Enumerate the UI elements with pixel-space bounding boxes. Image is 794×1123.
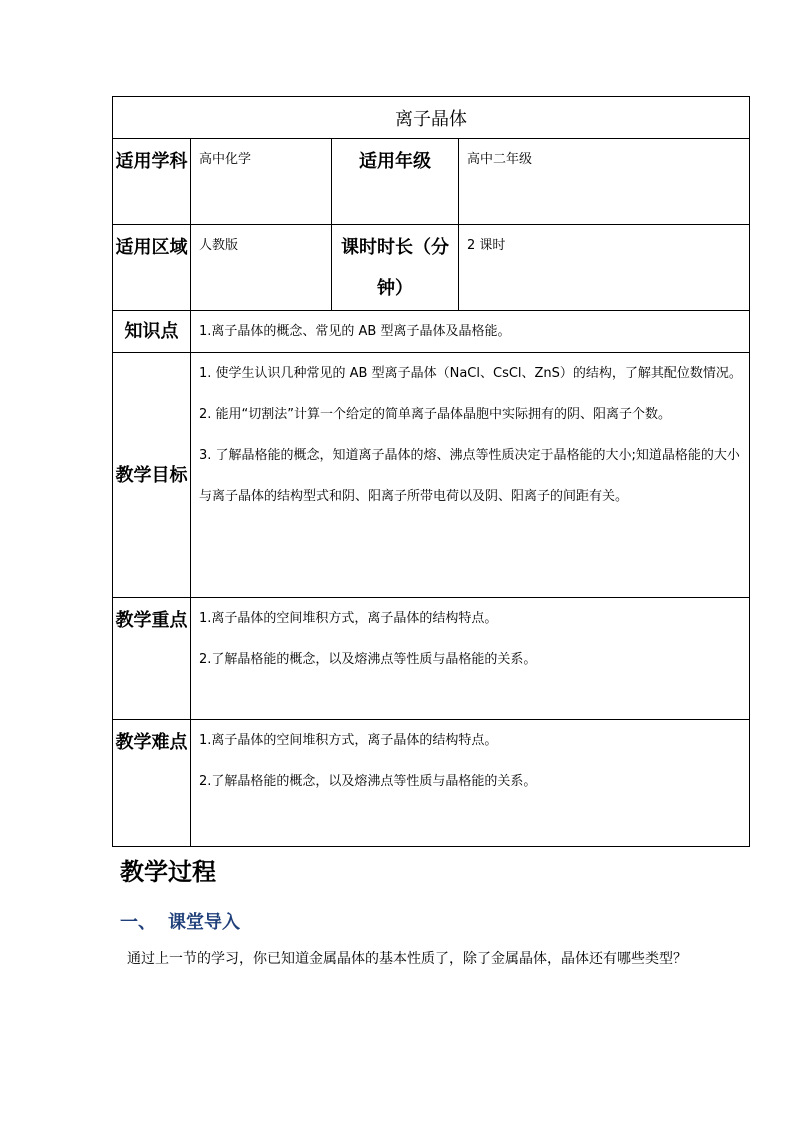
- key-points-label: 教学重点: [113, 598, 191, 720]
- key-point-item: 1.离子晶体的空间堆积方式，离子晶体的结构特点。: [199, 611, 498, 626]
- section-number: 一、: [120, 912, 156, 933]
- subject-label: 适用学科: [113, 139, 191, 225]
- region-value: 人教版: [191, 225, 332, 311]
- goals-label: 教学目标: [113, 353, 191, 598]
- region-label: 适用区域: [113, 225, 191, 311]
- key-points-content: [191, 598, 750, 720]
- difficulty-item: 2.了解晶格能的概念，以及熔沸点等性质与晶格能的关系。: [199, 774, 537, 789]
- key-point-item: 2.了解晶格能的概念，以及熔沸点等性质与晶格能的关系。: [199, 652, 537, 667]
- difficulties-content: [191, 720, 750, 847]
- lesson-info-table: [112, 96, 750, 847]
- goals-content: [191, 353, 750, 598]
- intro-paragraph: 通过上一节的学习，你已知道金属晶体的基本性质了，除了金属晶体，晶体还有哪些类型？: [127, 951, 687, 967]
- section-heading: [120, 908, 240, 934]
- process-heading: 教学过程: [120, 858, 216, 886]
- duration-label: 课时时长（分钟）: [332, 225, 459, 311]
- goal-item: 1. 使学生认识几种常见的 AB 型离子晶体（NaCl、CsCl、ZnS）的结构，了解其配位数情况。: [199, 366, 742, 381]
- lesson-title: 离子晶体: [113, 97, 750, 139]
- difficulty-item: 1.离子晶体的空间堆积方式，离子晶体的结构特点。: [199, 733, 498, 748]
- knowledge-value: 1.离子晶体的概念、常见的 AB 型离子晶体及晶格能。: [191, 311, 750, 353]
- difficulties-label: 教学难点: [113, 720, 191, 847]
- duration-value: 2 课时: [459, 225, 750, 311]
- subject-value: 高中化学: [191, 139, 332, 225]
- grade-value: 高中二年级: [459, 139, 750, 225]
- goal-item: 3. 了解晶格能的概念，知道离子晶体的熔、沸点等性质决定于晶格能的大小;知道晶格能的大小与离子晶体的结构型式和阴、阳离子所带电荷以及阴、阳离子的间距有关。: [199, 448, 740, 504]
- section-title: 课堂导入: [168, 912, 240, 933]
- goal-item: 2. 能用“切割法”计算一个给定的简单离子晶体晶胞中实际拥有的阴、阳离子个数。: [199, 407, 672, 422]
- knowledge-label: 知识点: [113, 311, 191, 353]
- grade-label: 适用年级: [332, 139, 459, 225]
